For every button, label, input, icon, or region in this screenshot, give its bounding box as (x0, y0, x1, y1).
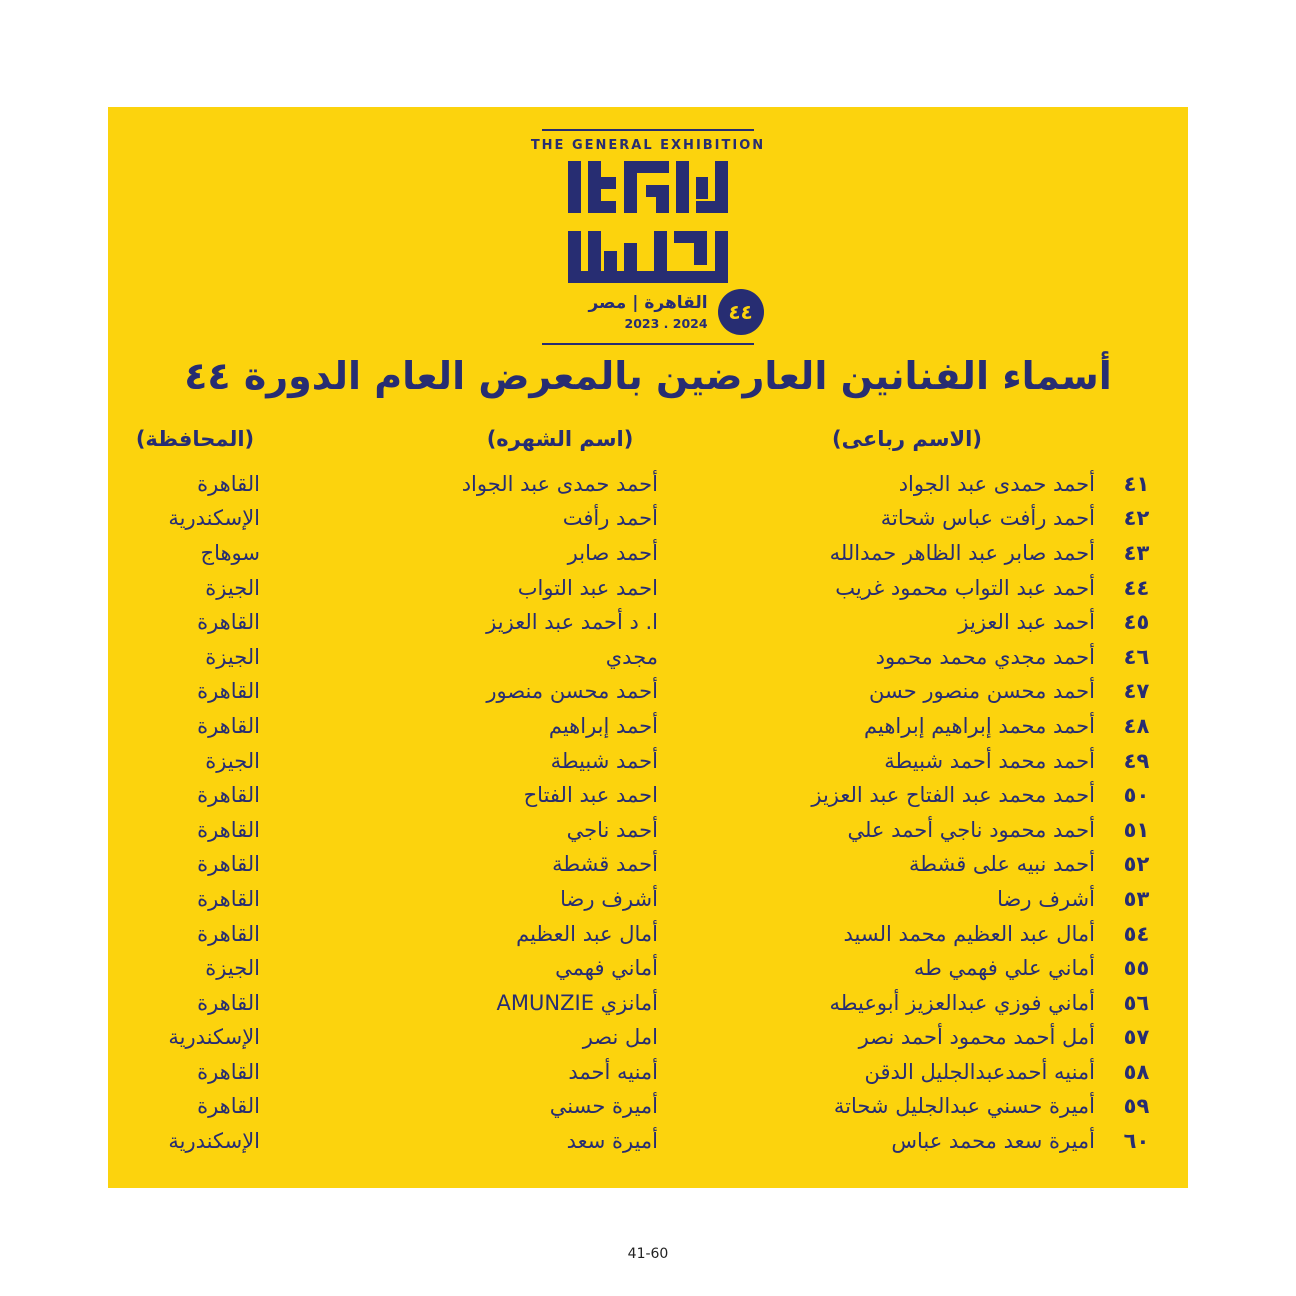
column-header-full-name: (الاسم رباعى) (832, 427, 982, 451)
cell-full-name: أمنيه أحمدعبدالجليل الدقن (864, 1059, 1095, 1084)
cell-known-name: أماني فهمي (555, 956, 658, 981)
table-row (108, 778, 1188, 813)
page-range-label: 41-60 (627, 1246, 669, 1262)
cell-full-name: أحمد عبد العزيز (958, 610, 1095, 635)
cell-full-name: أحمد محسن منصور حسن (868, 679, 1095, 704)
cell-governorate: القاهرة (197, 852, 260, 877)
table-row (108, 536, 1188, 571)
cell-full-name: أحمد نبيه على قشطة (908, 852, 1095, 877)
cell-full-name: أحمد محمد إبراهيم إبراهيم (864, 713, 1095, 738)
table-row (108, 605, 1188, 640)
badge-row (588, 289, 763, 335)
cell-known-name: ا. د أحمد عبد العزيز (486, 610, 658, 635)
cell-full-name: أحمد عبد التواب محمود غريب (835, 575, 1095, 600)
table-row (108, 813, 1188, 848)
cell-full-name: أشرف رضا (997, 886, 1095, 911)
cell-full-name: أميرة سعد محمد عباس (891, 1129, 1095, 1154)
cell-full-name: أميرة حسني عبدالجليل شحاتة (833, 1094, 1095, 1119)
cell-full-name: أحمد حمدى عبد الجواد (898, 471, 1095, 496)
cell-known-name: أحمد شبيطة (550, 748, 658, 773)
cell-governorate: الجيزة (205, 956, 260, 981)
cell-known-name: أحمد صابر (567, 540, 658, 565)
cell-governorate: القاهرة (197, 1059, 260, 1084)
cell-known-name: أمال عبد العظيم (516, 921, 658, 946)
cell-known-name: أميرة حسني (549, 1094, 658, 1119)
cell-full-name: أماني فوزي عبدالعزيز أبوعيطه (829, 990, 1095, 1015)
cell-known-name: احمد عبد الفتاح (523, 783, 658, 808)
cell-governorate: القاهرة (197, 471, 260, 496)
cell-governorate: القاهرة (197, 817, 260, 842)
cell-known-name: أحمد قشطة (552, 852, 658, 877)
cell-governorate: الإسكندرية (168, 1129, 260, 1154)
edition-badge (718, 289, 764, 335)
table-row (108, 640, 1188, 675)
table-row (108, 951, 1188, 986)
square-kufic-logo (568, 161, 728, 283)
cell-number: ٤٧ (1123, 679, 1150, 704)
years-label: 2023 . 2024 (624, 315, 708, 331)
cell-governorate: القاهرة (197, 990, 260, 1015)
cell-governorate: القاهرة (197, 921, 260, 946)
page-title: أسماء الفنانين العارضين بالمعرض العام الدورة ٤٤ (184, 354, 1112, 398)
artists-table-body (108, 467, 1188, 1159)
cell-number: ٤٤ (1123, 575, 1150, 600)
cell-number: ٤٦ (1123, 644, 1150, 669)
cell-number: ٤٢ (1123, 506, 1150, 531)
cell-governorate: القاهرة (197, 1094, 260, 1119)
cell-number: ٤٨ (1123, 713, 1150, 738)
cell-governorate: الإسكندرية (168, 506, 260, 531)
cell-governorate: الجيزة (205, 748, 260, 773)
table-row (108, 709, 1188, 744)
cell-governorate: الجيزة (205, 644, 260, 669)
cell-known-name: أشرف رضا (560, 886, 658, 911)
cell-full-name: أماني علي فهمي طه (913, 956, 1095, 981)
cell-number: ٥٨ (1123, 1059, 1150, 1084)
table-row (108, 1090, 1188, 1125)
cell-number: ٤٣ (1123, 540, 1150, 565)
cell-governorate: الجيزة (205, 575, 260, 600)
cell-number: ٥٥ (1123, 956, 1150, 981)
table-row (108, 467, 1188, 502)
cell-known-name: امل نصر (582, 1025, 658, 1050)
city-country-label: القاهرة | مصر (588, 293, 708, 314)
exhibition-card (108, 107, 1188, 1188)
top-rule (542, 129, 754, 131)
table-row (108, 1055, 1188, 1090)
cell-number: ٥٣ (1123, 886, 1150, 911)
cell-governorate: سوهاج (200, 540, 260, 565)
table-row (108, 1124, 1188, 1159)
cell-governorate: القاهرة (197, 679, 260, 704)
cell-known-name: أحمد إبراهيم (548, 713, 658, 738)
cell-known-name: أمانزي AMUNZIE (496, 990, 658, 1015)
cell-full-name: أحمد صابر عبد الظاهر حمدالله (829, 540, 1095, 565)
divider-rule (542, 343, 754, 345)
cell-full-name: أمل أحمد محمود أحمد نصر (858, 1025, 1095, 1050)
cell-known-name: أحمد حمدى عبد الجواد (461, 471, 658, 496)
cell-full-name: أمال عبد العظيم محمد السيد (843, 921, 1095, 946)
cell-number: ٤٥ (1123, 610, 1150, 635)
cell-known-name: مجدي (605, 644, 658, 669)
cell-known-name: أحمد محسن منصور (486, 679, 658, 704)
cell-governorate: القاهرة (197, 783, 260, 808)
cell-full-name: أحمد محمد عبد الفتاح عبد العزيز (811, 783, 1095, 808)
brand-name: THE GENERAL EXHIBITION (530, 138, 766, 153)
cell-full-name: أحمد محمود ناجي أحمد علي (847, 817, 1095, 842)
cell-number: ٥٤ (1123, 921, 1150, 946)
cell-governorate: القاهرة (197, 713, 260, 738)
cell-number: ٥٩ (1123, 1094, 1150, 1119)
edition-number: ٤٤ (728, 300, 753, 324)
cell-known-name: أحمد رأفت (562, 506, 658, 531)
column-header-known-name: (اسم الشهره) (486, 427, 634, 451)
table-row (108, 744, 1188, 779)
cell-number: ٦٠ (1123, 1129, 1150, 1154)
table-row (108, 917, 1188, 952)
column-header-governorate: (المحافظة) (135, 427, 255, 451)
table-row (108, 675, 1188, 710)
masthead (108, 107, 1188, 345)
cell-known-name: أميرة سعد (566, 1129, 658, 1154)
cell-number: ٥٠ (1123, 783, 1150, 808)
table-row (108, 848, 1188, 883)
cell-full-name: أحمد مجدي محمد محمود (875, 644, 1095, 669)
cell-number: ٥١ (1123, 817, 1150, 842)
cell-number: ٤١ (1123, 471, 1150, 496)
cell-full-name: أحمد محمد أحمد شبيطة (884, 748, 1095, 773)
cell-number: ٤٩ (1123, 748, 1150, 773)
cell-known-name: أحمد ناجي (566, 817, 658, 842)
cell-number: ٥٢ (1123, 852, 1150, 877)
cell-known-name: أمنيه أحمد (568, 1059, 658, 1084)
cell-number: ٥٧ (1123, 1025, 1150, 1050)
cell-governorate: القاهرة (197, 610, 260, 635)
table-row (108, 571, 1188, 606)
cell-governorate: الإسكندرية (168, 1025, 260, 1050)
badge-text (588, 293, 707, 330)
table-row (108, 882, 1188, 917)
cell-governorate: القاهرة (197, 886, 260, 911)
table-row (108, 986, 1188, 1021)
table-row (108, 1021, 1188, 1056)
cell-known-name: احمد عبد التواب (517, 575, 658, 600)
table-header (108, 427, 1188, 463)
table-row (108, 502, 1188, 537)
cell-number: ٥٦ (1123, 990, 1150, 1015)
cell-full-name: أحمد رأفت عباس شحاتة (880, 506, 1095, 531)
